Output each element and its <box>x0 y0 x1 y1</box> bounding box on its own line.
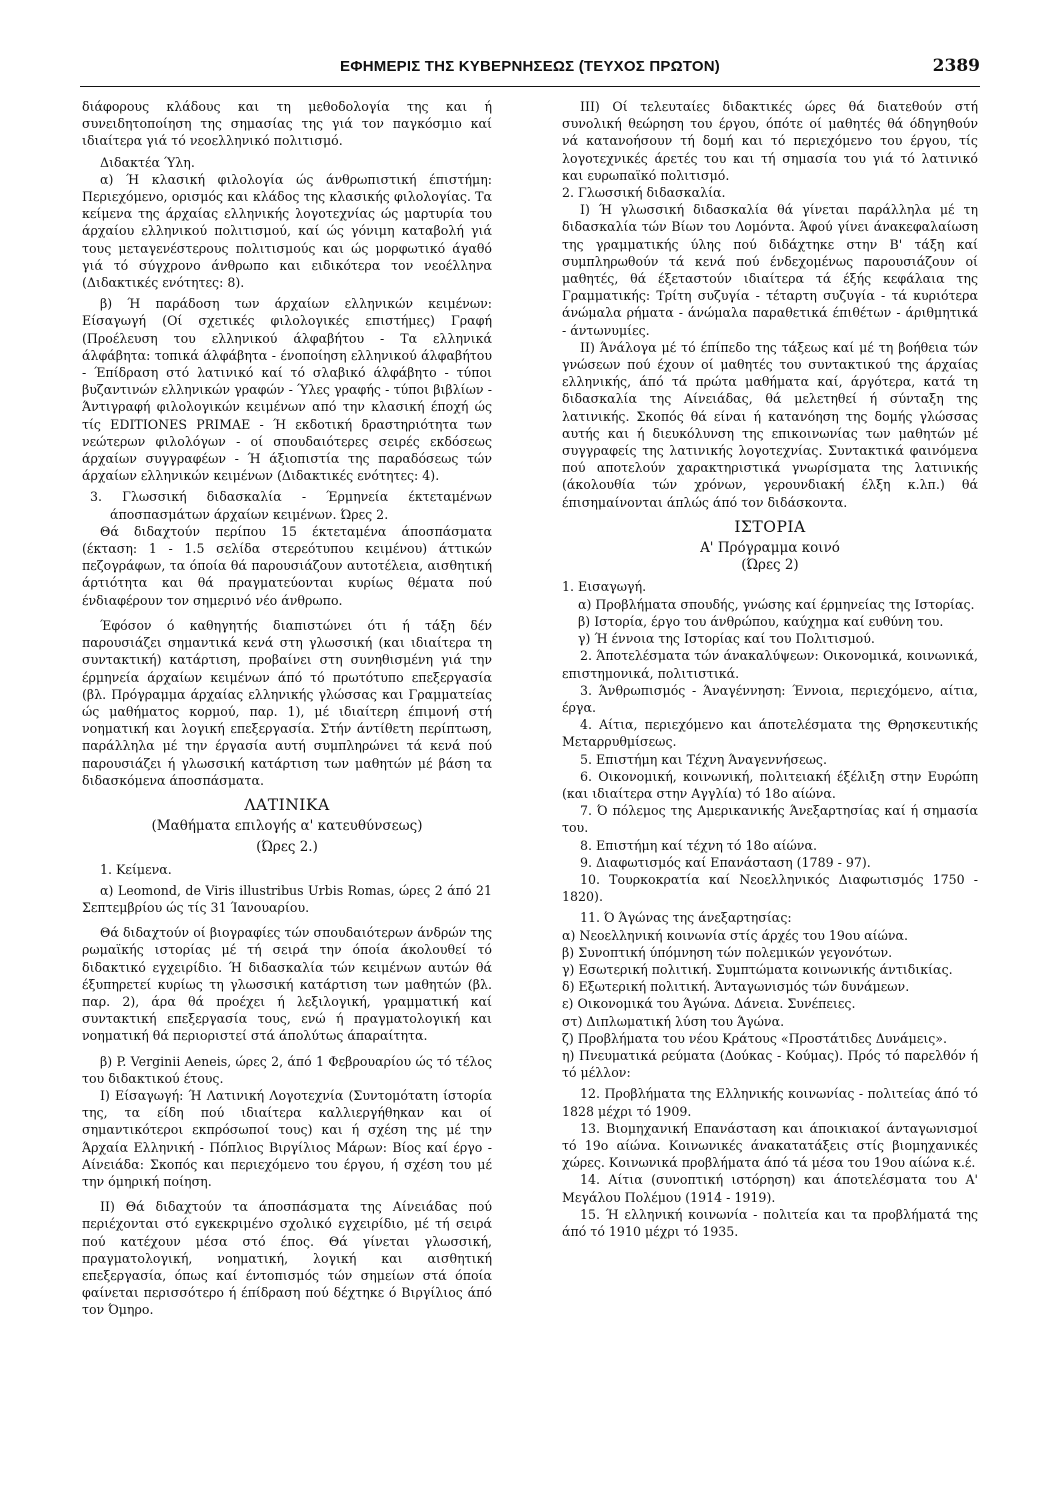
list-item: α) Νεοελληνική κοινωνία στίς άρχές του 19ου αίώνα. <box>562 927 909 943</box>
list-item: 4. Αίτια, περιεχόμενο και άποτελέσματα της Θρησκευτικής Μεταρρυθμίσεως. <box>562 717 978 750</box>
list-item: ε) Οικονομικά του Άγώνα. Δάνεια. Συνέπειες. <box>562 996 856 1012</box>
list-item: β) Συνοπτική ύπόμνηση τών πολεμικών γεγονότων. <box>562 944 893 960</box>
paragraph: Ι) Είσαγωγή: Ή Λατινική Λογοτεχνία (Συντομότατη ίστορία της, τα είδη πού ιδιαίτερα καλλιεργήθηκαν και οί σημαντικότεροι εκπρόσωποί τους) και ή σχέση της μέ την Άρχαία Ελληνική - Πόπλιος Βιργίλιος Μάρων: Βίος καί έργο - Αίνειάδα: Σκοπός και περιεχόμενο του έργου, ή σχέση του μέ την όμηρική ποίηση. <box>82 1087 492 1189</box>
list-item: η) Πνευματικά ρεύματα (Δούκας - Κούμας). Πρός τό παρελθόν ή τό μέλλον: <box>562 1047 978 1081</box>
list-item: γ) Εσωτερική πολιτική. Συμπτώματα κοινωνικής άντιδικίας. <box>562 961 953 977</box>
section-subheading: Α' Πρόγραμμα κοινό <box>700 540 840 557</box>
paragraph: ΙΙΙ) Οί τελευταίες διδακτικές ώρες θά διατεθούν στή συνολική θεώρηση του έργου, όπότε οί μαθητές θά όδηγηθούν νά κατανοήσουν τή δομή και τό περιεχόμενο του έργου, τίς λογοτεχνικές άρετές του και τή σημασία του γιά τό λατινικό και ευρωπαϊκό πολιτισμό. <box>562 99 978 183</box>
section-item: 3. Γλωσσική διδασκαλία - Έρμηνεία έκτεταμένων άποσπασμάτων άρχαίων κειμένων. Ώρες 2. <box>90 489 492 522</box>
page-number: 2389 <box>932 56 980 76</box>
gazette-title: ΕΦΗΜΕΡΙΣ ΤΗΣ ΚΥΒΕΡΝΗΣΕΩΣ (ΤΕΥΧΟΣ ΠΡΩΤΟΝ) <box>340 58 720 75</box>
list-item: 3. Άνθρωπισμός - Άναγέννηση: Έννοια, περιεχόμενο, αίτια, έργα. <box>562 682 978 715</box>
paragraph: Θά διδαχτούν οί βιογραφίες τών σπουδαιότερων άνδρών της ρωμαϊκής ιστορίας μέ τή σειρά την όποία άκολουθεί τό διδακτικό εγχειρίδιο. Ή διδασκαλία τών κειμένων αυτών θά έξυπηρετεί κυρίως τη γλωσσική κατάρτιση των μαθητών (βλ. παρ. 2), άρα θά προέχει ή λεξιλογική, γραμματική καί συντακτική επεξεργασία τους, ενώ ή πραγματολογική και νοηματική θά περιοριστεί στά άπολύτως άπαραίτητα. <box>82 925 492 1044</box>
paragraph: Έφόσον ό καθηγητής διαπιστώνει ότι ή τάξη δέν παρουσιάζει σημαντικά κενά στη γλωσσική (και ιδιαίτερα τη συντακτική) κατάρτιση, προβαίνει στη συνηθισμένη γιά την έρμηνεία άρχαίων κειμένων άπό τό πρωτότυπο επεξεργασία (βλ. Πρόγραμμα άρχαίας ελληνικής γλώσσας και Γραμματείας ώς μαθήματος κορμού, παρ. 1), μέ ιδιαίτερη έπιμονή στή νοηματική και λογική επεξεργασία. Στήν άντίθετη περίπτωση, παράλληλα μέ την έργασία αυτή συμπληρώνει τά κενά πού παρουσιάζει ή γλωσσική κατάρτιση των μαθητών μέ βάση τα διδασκόμενα άποσπάσματα. <box>82 617 492 788</box>
list-item: ζ) Προβλήματα του νέου Κράτους «Προστάτιδες Δυνάμεις». <box>562 1030 948 1046</box>
list-item: 6. Οικονομική, κοινωνική, πολιτειακή έξέλιξη στην Ευρώπη (και ιδιαίτερα στην Αγγλία) τό 18ο αίώνα. <box>562 768 978 801</box>
list-item: 7. Ό πόλεμος της Αμερικανικής Άνεξαρτησίας καί ή σημασία του. <box>562 803 978 836</box>
section-item: 2. Γλωσσική διδασκαλία. <box>562 185 726 201</box>
list-item: γ) Ή έννοια της Ιστορίας καί του Πολιτισμού. <box>578 631 875 647</box>
section-hours: (Ώρες 2.) <box>256 839 318 856</box>
list-item: α) Προβλήματα σπουδής, γνώσης καί έρμηνείας της Ιστορίας. <box>578 596 975 612</box>
list-item: 10. Τουρκοκρατία καί Νεοελληνικός Διαφωτισμός 1750 - 1820). <box>562 871 978 905</box>
list-item: 11. Ό Άγώνας της άνεξαρτησίας: <box>580 910 792 926</box>
page-header <box>80 52 980 87</box>
paragraph: β) Ή παράδοση των άρχαίων ελληνικών κειμένων: Είσαγωγή (Οί σχετικές φιλολογικές επιστήμες) Γραφή (Προέλευση του ελληνικού άλφαβήτου - Τα ελληνικά άλφάβητα: τοπικά άλφάβητα - ένοποίηση ελληνικού άλφαβήτου - Έπίδραση στό λατινικό καί τό σλαβικό άλφάβητο - τύποι βυζαντινών ελληνικών γραφών - Ύλες γραφής - τύποι βιβλίων - Άντιγραφή φιλολογικών κειμένων από την κλασική έποχή ώς τίς EDITIONES PRIMAE - Ή εκδοτική δραστηριότητα των νεώτερων φιλολόγων - οί σπουδαιότερες σειρές εκδόσεως άρχαίων συγγραφέων - Ή άξιοπιστία της παραδόσεως τών άρχαίων ελληνικών κειμένων (Διδακτικές ενότητες: 4). <box>82 296 492 484</box>
section-hours: (Ώρες 2) <box>741 557 799 574</box>
paragraph: Ι) Ή γλωσσική διδασκαλία θά γίνεται παράλληλα μέ τη διδασκαλία τών Βίων του Λομόντα. Άφού γίνει άνακεφαλαίωση της γραμματικής ύλης πού διδάχτηκε στην Β' τάξη καί συμπληρωθούν τά κενά πού ένδεχομένως παρουσιάζουν οί μαθητές, θά έξεταστούν ιδιαίτερα τά έξής κεφάλαια της Γραμματικής: Τρίτη συζυγία - τέταρτη συζυγία - τά κυριότερα άνώμαλα ρήματα - άνώμαλα παραθετικά έπιθέτων - άριθμητικά - άντωνυμίες. <box>562 202 978 338</box>
list-item: 8. Επιστήμη καί τέχνη τό 18ο αίώνα. <box>580 837 817 853</box>
list-item: 14. Αίτια (συνοπτική ιστόρηση) και άποτελέσματα του Α' Μεγάλου Πολέμου (1914 - 1919). <box>562 1172 978 1205</box>
list-item: στ) Διπλωματική λύση του Άγώνα. <box>562 1013 785 1029</box>
list-item: 5. Επιστήμη και Τέχνη Άναγεννήσεως. <box>580 751 827 767</box>
list-item: 1. Εισαγωγή. <box>562 579 647 595</box>
paragraph: Διδακτέα Ύλη. <box>100 154 195 170</box>
list-item: 9. Διαφωτισμός καί Επανάσταση (1789 - 97). <box>580 854 871 870</box>
paragraph: διάφορους κλάδους και τη μεθοδολογία της και ή συνειδητοποίηση της σημασίας της γιά τον παγκόσμιο καί ιδιαίτερα γιά τό νεοελληνικό πολιτισμό. <box>82 99 492 149</box>
section-heading-history: ΙΣΤΟΡΙΑ <box>734 517 806 536</box>
list-item: 12. Προβλήματα της Ελληνικής κοινωνίας - πολιτείας άπό τό 1828 μέχρι τό 1909. <box>562 1086 978 1119</box>
right-column <box>562 98 978 1240</box>
list-item: 1. Κείμενα. <box>100 861 172 877</box>
list-item: β) P. Verginii Aeneis, ώρες 2, άπό 1 Φεβρουαρίου ώς τό τέλος του διδακτικού έτους. <box>82 1053 492 1086</box>
section-subheading: (Μαθήματα επιλογής α' κατευθύνσεως) <box>151 818 423 835</box>
list-item: δ) Εξωτερική πολιτική. Άνταγωνισμός τών δυνάμεων. <box>562 979 910 995</box>
list-item: 13. Βιομηχανική Επανάσταση και άποικιακοί άνταγωνισμοί τό 19ο αίώνα. Κοινωνικές άνακατατάξεις στίς βιομηχανικές χώρες. Κοινωνικά προβλήματα άπό τά μέσα του 19ου αίώνα κ.έ. <box>562 1120 978 1171</box>
paragraph: ΙΙ) Θά διδαχτούν τα άποσπάσματα της Αίνειάδας πού περιέχονται στό εγκεκριμένο σχολικό εγχειρίδιο, μέ τή σειρά πού κατέχουν μέσα στό έπος. Θά γίνεται γλωσσική, πραγματολογική, νοηματική, λογική και αισθητική επεξεργασία, όπως καί έντοπισμός τών σημείων στά όποία φαίνεται περισσότερο ή έπίδραση πού δέχτηκε ό Βιργίλιος άπό τον Όμηρο. <box>82 1199 492 1318</box>
list-item: 2. Άποτελέσματα τών άνακαλύψεων: Οικονομικά, κοινωνικά, επιστημονικά, πολιτιστικά. <box>562 648 978 681</box>
list-item: β) Ιστορία, έργο του άνθρώπου, καύχημα καί ευθύνη του. <box>578 613 944 629</box>
left-column <box>82 98 492 1319</box>
paragraph: α) Ή κλασική φιλολογία ώς άνθρωπιστική έπιστήμη: Περιεχόμενο, ορισμός και κλάδος της κλασικής φιλολογίας. Τα κείμενα της άρχαίας ελληνικής λογοτεχνίας ώς μαρτυρία του άρχαίου ελληνικού πολιτισμού, καί ώς γόνιμη καταβολή γιά τους μεταγενέστερους πολιτισμούς και ώς μορφωτικό άγαθό γιά τό σύγχρονο άνθρωπο και ειδικότερα τον νεοέλληνα (Διδακτικές ενότητες: 8). <box>82 171 492 291</box>
paragraph: ΙΙ) Άνάλογα μέ τό έπίπεδο της τάξεως καί μέ τη βοήθεια τών γνώσεων πού έχουν οί μαθητές του συντακτικού της άρχαίας ελληνικής, άπό τά πρώτα μαθήματα καί, άργότερα, κατά τη διδασκαλία της Αίνειάδας, θά μελετηθεί ή σύνταξη της λατινικής. Σκοπός θά είναι ή κατανόηση της δομής γλώσσας αυτής και ή διευκόλυνση της επικοινωνίας των μαθητών μέ συγγραφείς της λατινικής λογοτεχνίας. Συντακτικά φαινόμενα πού αποτελούν χαρακτηριστικά γνωρίσματα της λατινικής (άκολουθία τών χρόνων, γερουνδιακή έλξη κ.λπ.) θά έπισημαίνονται άπλώς άπό τον διδάσκοντα. <box>562 339 978 510</box>
paragraph: Θά διδαχτούν περίπου 15 έκτεταμένα άποσπάσματα (έκταση: 1 - 1.5 σελίδα στερεότυπου κειμένου) άττικών πεζογράφων, τα όποία θά παρουσιάζουν αυτοτέλεια, αισθητική άρτιότητα και θά πραγματεύονται κυρίως θέματα πού ένδιαφέρουν τον σημερινό νέο άνθρωπο. <box>82 523 492 608</box>
list-item: 15. Ή ελληνική κοινωνία - πολιτεία και τα προβλήματά της άπό τό 1910 μέχρι τό 1935. <box>562 1206 978 1239</box>
section-heading-latin: ΛΑΤΙΝΙΚΑ <box>244 795 330 814</box>
list-item: α) Leomond, de Viris illustribus Urbis Romas, ώρες 2 άπό 21 Σεπτεμβρίου ώς τίς 31 Ίανουαρίου. <box>82 882 492 915</box>
